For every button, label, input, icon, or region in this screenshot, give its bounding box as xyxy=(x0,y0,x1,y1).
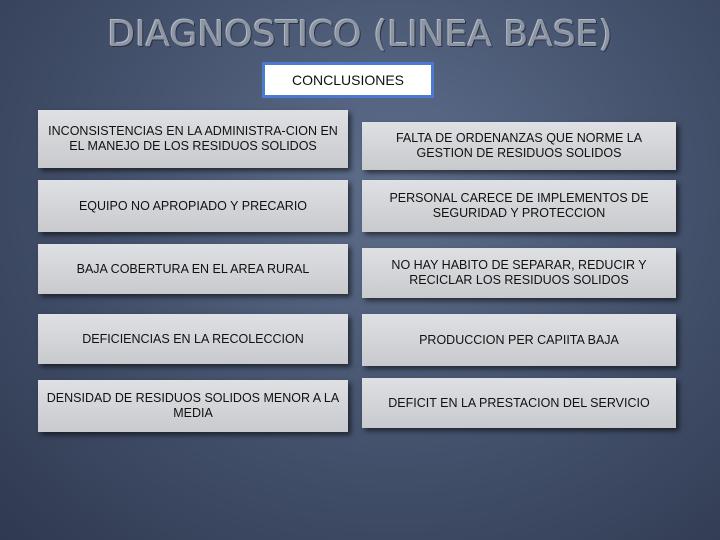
left-item-5: DENSIDAD DE RESIDUOS SOLIDOS MENOR A LA MEDIA xyxy=(38,380,348,432)
right-item-2: PERSONAL CARECE DE IMPLEMENTOS DE SEGURIDAD Y PROTECCION xyxy=(362,180,676,232)
left-item-2: EQUIPO NO APROPIADO Y PRECARIO xyxy=(38,180,348,232)
right-item-4: PRODUCCION PER CAPIITA BAJA xyxy=(362,314,676,366)
right-item-5: DEFICIT EN LA PRESTACION DEL SERVICIO xyxy=(362,378,676,428)
conclusions-label: CONCLUSIONES xyxy=(262,62,434,98)
left-item-4: DEFICIENCIAS EN LA RECOLECCION xyxy=(38,314,348,364)
left-item-1: INCONSISTENCIAS EN LA ADMINISTRA-CION EN EL MANEJO DE LOS RESIDUOS SOLIDOS xyxy=(38,110,348,168)
slide-title: DIAGNOSTICO (LINEA BASE) xyxy=(107,14,613,55)
right-item-1: FALTA DE ORDENANZAS QUE NORME LA GESTION DE RESIDUOS SOLIDOS xyxy=(362,122,676,170)
right-item-3: NO HAY HABITO DE SEPARAR, REDUCIR Y RECICLAR LOS RESIDUOS SOLIDOS xyxy=(362,248,676,298)
left-item-3: BAJA COBERTURA EN EL AREA RURAL xyxy=(38,244,348,294)
